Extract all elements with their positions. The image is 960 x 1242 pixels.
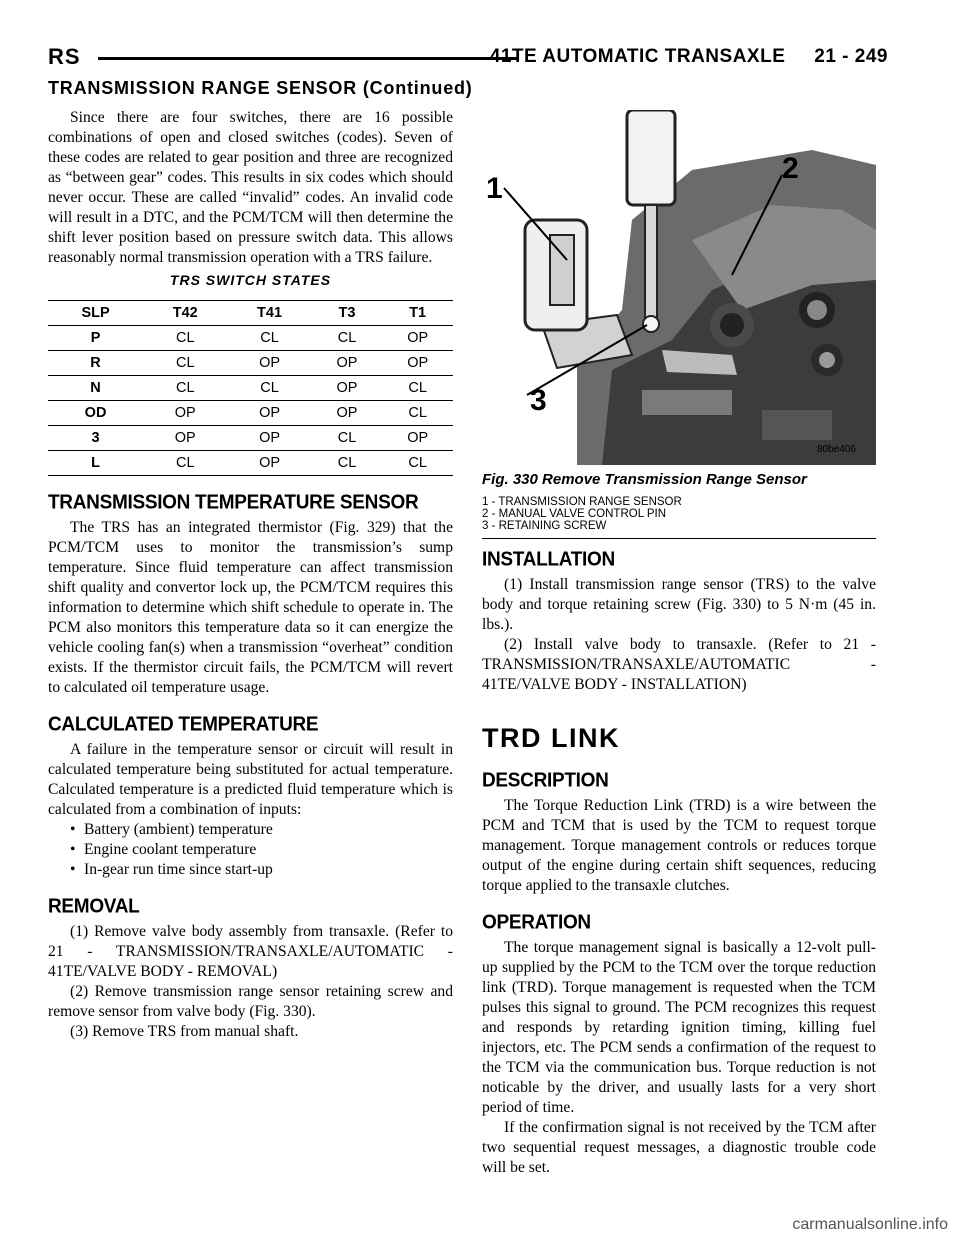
procedure-step: (2) Install valve body to transaxle. (Refer to 21 - TRANSMISSION/TRANSAXLE/AUTOMATIC - 41TE/VALVE BODY - INSTALLATION) xyxy=(482,636,876,693)
figure-caption: Fig. 330 Remove Transmission Range Sensor xyxy=(482,471,807,488)
intro-paragraph: Since there are four switches, there are 16 possible combinations of open and closed switches (codes). Seven of these codes are related to gear position and three are recognized as “between gear” codes. This results in six codes which should never occur. These are called “invalid” codes. An invalid code will result in a DTC, and the PCM/TCM will then determine the shift lever position based on pressure switch data. This allows reasonably normal transmission operation with a TRS failure. xyxy=(48,109,453,266)
table-cell: OP xyxy=(382,351,453,376)
table-cell: OP xyxy=(227,351,311,376)
right-column xyxy=(482,110,876,1178)
figure-legend xyxy=(482,496,876,532)
table-cell: CL xyxy=(382,376,453,401)
col-header: T41 xyxy=(227,301,311,326)
section-heading: TRANSMISSION TEMPERATURE SENSOR xyxy=(48,491,419,514)
table-row xyxy=(48,426,453,451)
col-header: T3 xyxy=(312,301,383,326)
section-heading: DESCRIPTION xyxy=(482,769,609,792)
table-cell: R xyxy=(48,351,143,376)
section-heading: OPERATION xyxy=(482,911,591,934)
table-cell: OD xyxy=(48,401,143,426)
table-cell: OP xyxy=(143,401,227,426)
trs-switch-table xyxy=(48,300,453,476)
table-cell: CL xyxy=(382,451,453,476)
table-cell: OP xyxy=(227,426,311,451)
callout-1: 1 xyxy=(486,172,503,205)
list-item: • Battery (ambient) temperature xyxy=(70,820,453,840)
body-paragraph: The torque management signal is basically a 12-volt pull-up supplied by the PCM to the TCM over the torque reduction link (TRD). Torque management is requested when the TCM pulses this signal to ground. The PCM recognizes this request and responds by retarding ignition timing, killing fuel injectors, etc. The PCM sends a confirmation of the request to the TCM via the communication bus. Torque reduction is not noticable by the driver, and usually lasts for a very short period of time. xyxy=(482,939,876,1116)
table-cell: OP xyxy=(382,426,453,451)
table-cell: CL xyxy=(312,326,383,351)
table-row xyxy=(48,326,453,351)
body-paragraph: A failure in the temperature sensor or circuit will result in calculated temperature being substituted for actual temperature. Calculated temperature is a predicted fluid temperature which is calculated from a combination of inputs: xyxy=(48,741,453,818)
procedure-step: (2) Remove transmission range sensor retaining screw and remove sensor from valve body (Fig. 330). xyxy=(48,983,453,1020)
table-cell: CL xyxy=(143,451,227,476)
list-item: • Engine coolant temperature xyxy=(70,840,453,860)
table-cell: CL xyxy=(143,351,227,376)
section-heading: INSTALLATION xyxy=(482,548,615,571)
section-heading: CALCULATED TEMPERATURE xyxy=(48,713,319,736)
table-cell: OP xyxy=(312,351,383,376)
procedure-step: (3) Remove TRS from manual shaft. xyxy=(70,1023,299,1040)
table-cell: N xyxy=(48,376,143,401)
table-cell: OP xyxy=(312,376,383,401)
table-cell: OP xyxy=(382,326,453,351)
procedure-step: (1) Install transmission range sensor (TRS) to the valve body and torque retaining screw (Fig. 330) to 5 N·m (45 in. lbs.). xyxy=(482,576,876,633)
table-cell: OP xyxy=(312,401,383,426)
left-column xyxy=(48,108,453,1042)
table-cell: CL xyxy=(143,326,227,351)
col-header: SLP xyxy=(48,301,143,326)
legend-item: 3 - RETAINING SCREW xyxy=(482,520,607,532)
table-cell: CL xyxy=(227,326,311,351)
table-cell: CL xyxy=(312,451,383,476)
table-cell: L xyxy=(48,451,143,476)
table-row xyxy=(48,401,453,426)
table-cell: P xyxy=(48,326,143,351)
page-reference: 41TE AUTOMATIC TRANSAXLE 21 - 249 xyxy=(489,46,888,67)
page-header xyxy=(48,44,888,74)
table-cell: OP xyxy=(227,401,311,426)
body-paragraph: The TRS has an integrated thermistor (Fig. 329) that the PCM/TCM uses to monitor the transmission’s sump temperature. Since fluid temperature can affect transmission shift quality and convertor lock up, the PCM/TCM requires this information to determine which shift schedule to operate in. The PCM also monitors this temperature data so it can energize the vehicle cooling fan(s) when a transmission “overheat” condition exists. If the thermistor circuit fails, the PCM/TCM will revert to calculated oil temperature usage. xyxy=(48,519,453,696)
table-row xyxy=(48,376,453,401)
table-row xyxy=(48,451,453,476)
valve-body-illustration xyxy=(482,110,876,465)
table-row xyxy=(48,351,453,376)
figure-divider xyxy=(482,538,876,539)
input-list xyxy=(48,820,453,880)
list-item: • In-gear run time since start-up xyxy=(70,860,453,880)
callout-2: 2 xyxy=(782,152,799,185)
figure-330 xyxy=(482,110,876,465)
legend-item: 2 - MANUAL VALVE CONTROL PIN xyxy=(482,508,667,520)
continued-title: TRANSMISSION RANGE SENSOR (Continued) xyxy=(48,78,473,98)
table-header-row xyxy=(48,301,453,326)
body-paragraph: If the confirmation signal is not received by the TCM after two sequential request messages, a diagnostic trouble code will be set. xyxy=(482,1119,876,1176)
table-cell: OP xyxy=(227,451,311,476)
watermark: carmanualsonline.info xyxy=(792,1216,948,1233)
callout-3: 3 xyxy=(530,384,547,417)
section-heading: REMOVAL xyxy=(48,895,140,918)
table-cell: CL xyxy=(382,401,453,426)
col-header: T1 xyxy=(382,301,453,326)
table-cell: CL xyxy=(312,426,383,451)
table-cell: CL xyxy=(143,376,227,401)
col-header: T42 xyxy=(143,301,227,326)
table-cell: CL xyxy=(227,376,311,401)
header-rule xyxy=(98,57,518,60)
legend-item: 1 - TRANSMISSION RANGE SENSOR xyxy=(482,496,682,508)
figure-code: 80be406 xyxy=(817,444,856,455)
table-cell: 3 xyxy=(48,426,143,451)
body-paragraph: The Torque Reduction Link (TRD) is a wire between the PCM and TCM that is used by the TCM to request torque management. Torque management controls or reduces torque output of the engine during certain shift sequences, reducing torque applied to the transaxle clutches. xyxy=(482,797,876,894)
procedure-step: (1) Remove valve body assembly from transaxle. (Refer to 21 - TRANSMISSION/TRANSAXLE/AUTOMATIC - 41TE/VALVE BODY - REMOVAL) xyxy=(48,923,453,980)
table-cell: OP xyxy=(143,426,227,451)
topic-title: TRD LINK xyxy=(482,723,620,753)
table-title: TRS SWITCH STATES xyxy=(169,272,332,288)
section-code: RS xyxy=(48,44,81,69)
